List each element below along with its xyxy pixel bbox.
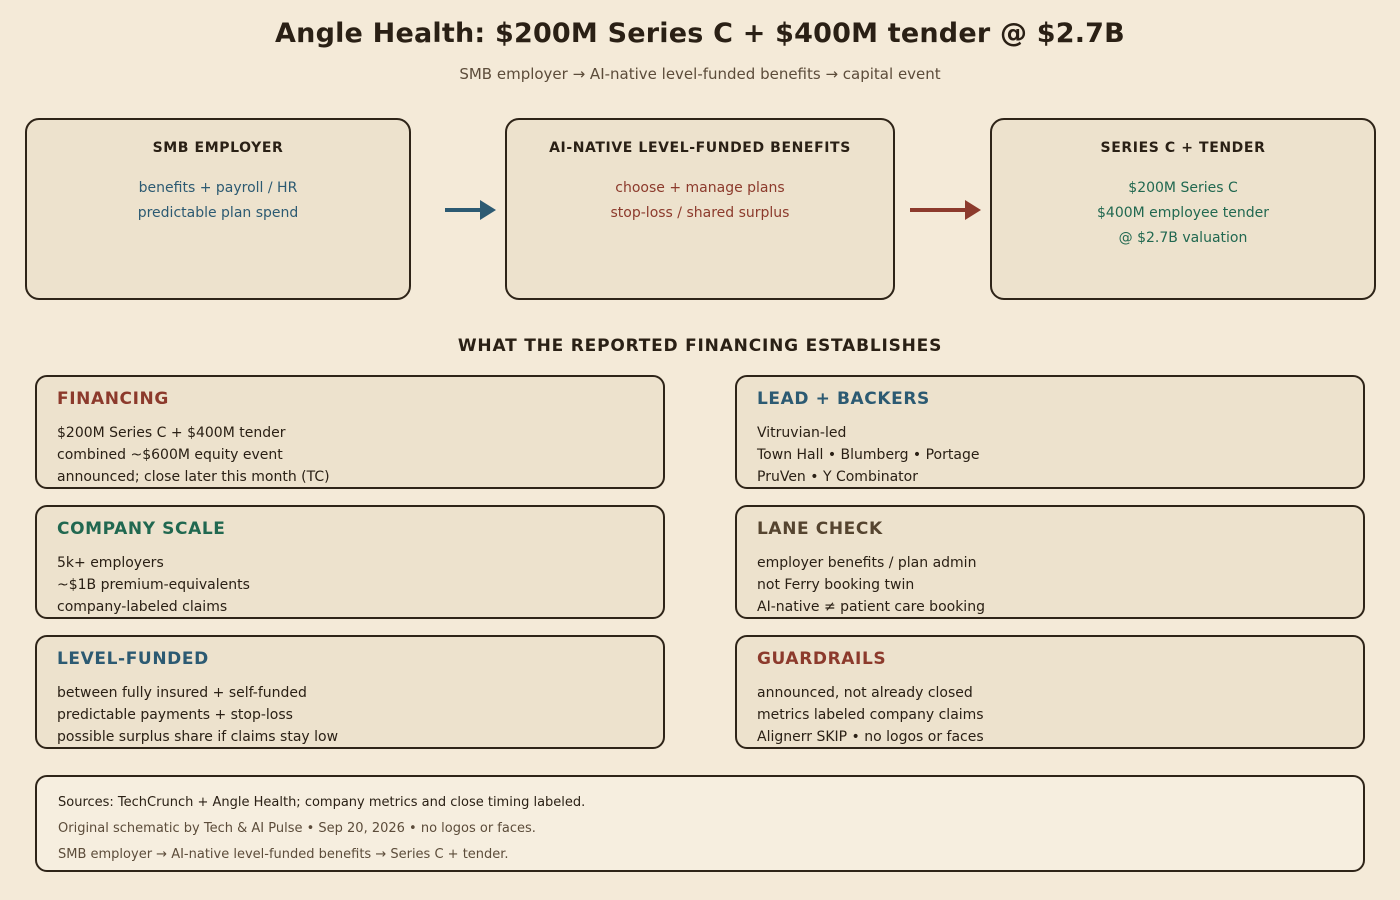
flow-box-title: SMB EMPLOYER — [152, 140, 284, 156]
card-line: announced, not already closed — [757, 685, 973, 701]
card-company-scale — [35, 505, 665, 619]
flow-box-line: stop-loss / shared surplus — [610, 205, 790, 221]
card-line: combined ~$600M equity event — [57, 447, 283, 463]
card-line: predictable payments + stop-loss — [57, 707, 293, 723]
card-title: LEAD + BACKERS — [757, 389, 930, 409]
flow-summary-line: SMB employer → AI-native level-funded benefits → Series C + tender. — [58, 847, 509, 862]
card-title: GUARDRAILS — [757, 649, 887, 669]
card-line: AI-native ≠ patient care booking — [757, 599, 985, 615]
card-title: FINANCING — [57, 389, 169, 409]
flow-box-line: $400M employee tender — [1097, 205, 1269, 221]
sources-box — [35, 775, 1365, 872]
card-title: LEVEL-FUNDED — [57, 649, 209, 669]
flow-box-line: predictable plan spend — [137, 205, 299, 221]
page-title: Angle Health: $200M Series C + $400M tender @ $2.7B — [275, 18, 1125, 49]
arrow-right-icon — [909, 198, 983, 222]
card-lead-backers — [735, 375, 1365, 489]
card-line: Alignerr SKIP • no logos or faces — [757, 729, 984, 745]
flow-box-line: choose + manage plans — [615, 180, 785, 196]
card-line: Vitruvian-led — [757, 425, 847, 441]
card-financing — [35, 375, 665, 489]
card-title: LANE CHECK — [757, 519, 883, 539]
card-line: metrics labeled company claims — [757, 707, 984, 723]
flow-box-line: benefits + payroll / HR — [138, 180, 298, 196]
flow-box-series-c — [990, 118, 1376, 300]
flow-box-smb-employer — [25, 118, 411, 300]
flow-box-line — [507, 226, 893, 251]
card-line: announced; close later this month (TC) — [57, 469, 330, 485]
card-line: not Ferry booking twin — [757, 577, 915, 593]
flow-box-line: $200M Series C — [1128, 180, 1238, 196]
arrow-right-icon — [444, 198, 498, 222]
card-line: Town Hall • Blumberg • Portage — [757, 447, 980, 463]
card-lane-check — [735, 505, 1365, 619]
card-line: company-labeled claims — [57, 599, 228, 615]
card-level-funded — [35, 635, 665, 749]
flow-box-ai-benefits — [505, 118, 895, 300]
flow-box-line: @ $2.7B valuation — [1118, 230, 1248, 246]
credit-line: Original schematic by Tech & AI Pulse • Sep 20, 2026 • no logos or faces. — [58, 821, 536, 836]
page-subtitle: SMB employer → AI-native level-funded benefits → capital event — [459, 65, 941, 83]
card-line: 5k+ employers — [57, 555, 164, 571]
section-heading: WHAT THE REPORTED FINANCING ESTABLISHES — [457, 336, 943, 356]
card-line: possible surplus share if claims stay low — [57, 729, 339, 745]
flow-box-line — [27, 226, 409, 251]
card-line: PruVen • Y Combinator — [757, 469, 918, 485]
sources-line: Sources: TechCrunch + Angle Health; company metrics and close timing labeled. — [58, 795, 586, 810]
card-line: employer benefits / plan admin — [757, 555, 977, 571]
card-guardrails — [735, 635, 1365, 749]
card-line: $200M Series C + $400M tender — [57, 425, 286, 441]
flow-box-title: AI-NATIVE LEVEL-FUNDED BENEFITS — [549, 140, 851, 156]
flow-box-title: SERIES C + TENDER — [1100, 140, 1266, 156]
card-title: COMPANY SCALE — [57, 519, 226, 539]
card-line: between fully insured + self-funded — [57, 685, 307, 701]
card-line: ~$1B premium-equivalents — [57, 577, 250, 593]
